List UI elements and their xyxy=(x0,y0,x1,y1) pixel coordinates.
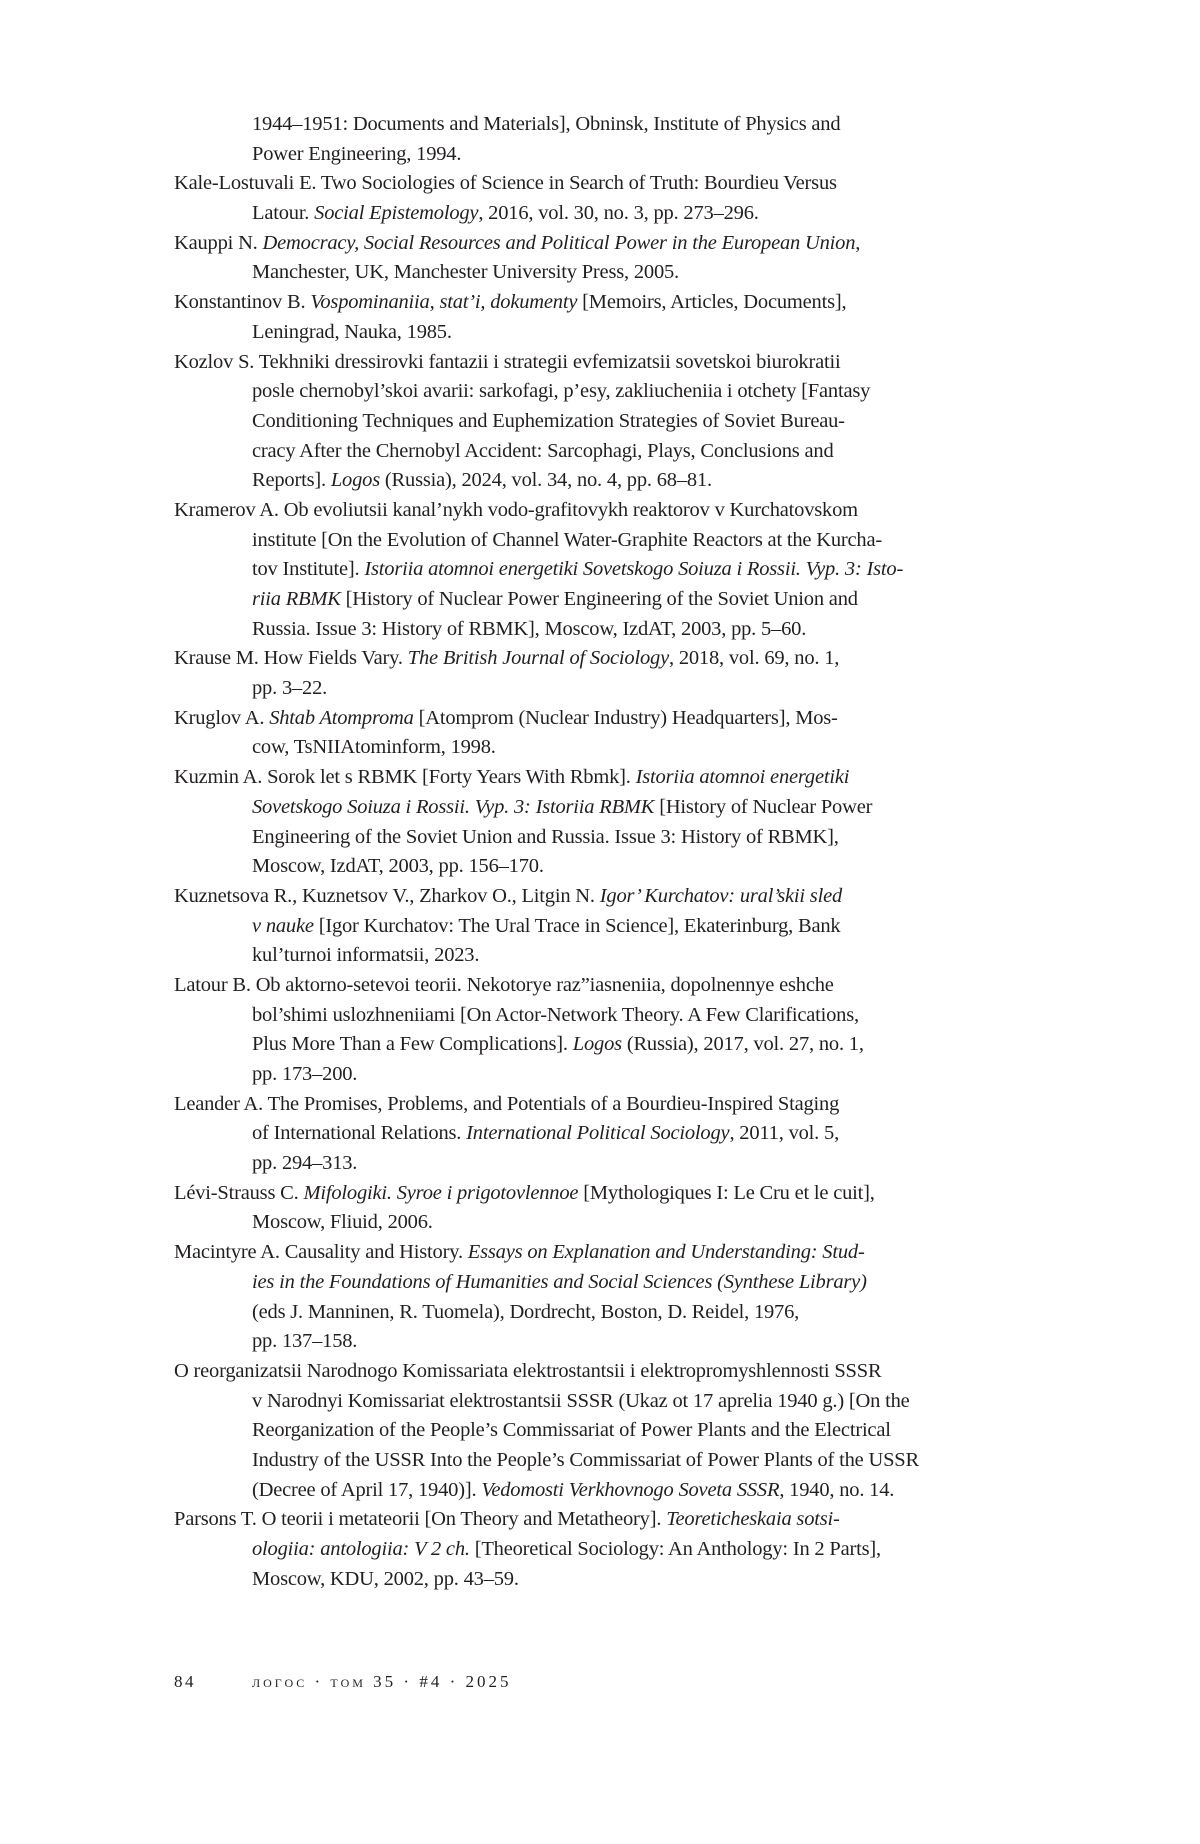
reference-text: Kuzmin A. Sorok let s RBMK [Forty Years With Rbmk]. xyxy=(174,766,636,789)
reference-text: Russia. Issue 3: History of RBMK], Moscow, IzdAT, 2003, pp. 5–60. xyxy=(252,617,807,640)
reference-line xyxy=(174,882,1034,912)
reference-line xyxy=(174,1268,1034,1298)
italic-title-text: International Political Sociology xyxy=(466,1122,730,1145)
reference-text: posle chernobyl’skoi avarii: sarkofagi, p’esy, zakliucheniia i otchety [Fantasy xyxy=(252,380,871,403)
reference-text: Latour B. Ob aktorno-setevoi teorii. Nekotorye raz”iasneniia, dopolnennye eshche xyxy=(174,973,834,996)
reference-text: [Atomprom (Nuclear Industry) Headquarters], Mos- xyxy=(413,706,838,729)
reference-text: [History of Nuclear Power Engineering of the Soviet Union and xyxy=(340,588,858,610)
reference-line xyxy=(174,318,1034,348)
reference-line xyxy=(174,288,1034,318)
reference-text: Plus More Than a Few Complications]. xyxy=(252,1033,573,1056)
reference-text: Kale-Lostuvali E. Two Sociologies of Science in Search of Truth: Bourdieu Versus xyxy=(174,172,837,195)
reference-line xyxy=(174,1119,1034,1149)
reference-text: pp. 173–200. xyxy=(252,1063,358,1085)
reference-text: (Russia), 2017, vol. 27, no. 1, xyxy=(621,1033,864,1056)
reference-text: (eds J. Manninen, R. Tuomela), Dordrecht, Boston, D. Reidel, 1976, xyxy=(252,1300,800,1323)
page-number: 84 xyxy=(174,1672,196,1691)
reference-line xyxy=(174,348,1034,378)
reference-line xyxy=(174,1060,1034,1090)
reference-text: [Memoirs, Articles, Documents], xyxy=(577,291,847,314)
italic-title-text: Istoriia atomnoi energetiki Sovetskogo Soiuza i Rossii. Vyp. 3: Isto- xyxy=(364,558,904,581)
reference-text: cracy After the Chernobyl Accident: Sarcophagi, Plays, Conclusions and xyxy=(252,439,834,462)
reference-text: Leningrad, Nauka, 1985. xyxy=(252,320,452,343)
reference-entry xyxy=(174,763,1034,882)
reference-text: pp. 294–313. xyxy=(252,1152,358,1175)
reference-line xyxy=(174,704,1034,734)
reference-text: Moscow, IzdAT, 2003, pp. 156–170. xyxy=(252,855,544,878)
reference-line xyxy=(174,110,1034,140)
reference-text: Lévi-Strauss C. xyxy=(174,1181,304,1204)
reference-line xyxy=(174,763,1034,793)
reference-line xyxy=(174,555,1034,585)
reference-entry xyxy=(174,229,1034,288)
reference-text: Reports]. xyxy=(252,469,331,492)
italic-title-text: Shtab Atomproma xyxy=(269,706,414,729)
reference-text: pp. 3–22. xyxy=(252,677,328,700)
reference-text: Kauppi N. xyxy=(174,231,263,254)
reference-text: kul’turnoi informatsii, 2023. xyxy=(252,944,480,967)
reference-text: Macintyre A. Causality and History. xyxy=(174,1241,468,1264)
reference-text: Reorganization of the People’s Commissariat of Power Plants and the Electrical xyxy=(252,1419,891,1442)
reference-line xyxy=(174,1357,1034,1387)
reference-text: , xyxy=(855,231,861,254)
reference-text: O reorganizatsii Narodnogo Komissariata elektrostantsii i elektropromyshlennosti SSSR xyxy=(174,1359,882,1382)
reference-line xyxy=(174,1416,1034,1446)
reference-entry xyxy=(174,1505,1034,1594)
reference-text: Industry of the USSR Into the People’s Commissariat of Power Plants of the USSR xyxy=(252,1448,919,1471)
italic-title-text: Democracy, Social Resources and Political Power in the European Union xyxy=(262,231,856,254)
italic-title-text: ies in the Foundations of Humanities and Social Sciences (Synthese Library) xyxy=(252,1270,867,1293)
reference-line xyxy=(174,1298,1034,1328)
reference-text: Kramerov A. Ob evoliutsii kanal’nykh vodo-grafitovykh reaktorov v Kurchatovskom xyxy=(174,498,858,521)
reference-line xyxy=(174,1446,1034,1476)
reference-line xyxy=(174,258,1034,288)
reference-text: Kruglov A. xyxy=(174,706,270,729)
reference-line xyxy=(174,169,1034,199)
reference-line xyxy=(174,733,1034,763)
italic-title-text: Essays on Explanation and Understanding: Stud- xyxy=(467,1241,865,1264)
reference-text: Engineering of the Soviet Union and Russia. Issue 3: History of RBMK], xyxy=(252,825,839,848)
italic-title-text: ologiia: antologiia: V 2 ch. xyxy=(252,1538,470,1560)
reference-line xyxy=(174,615,1034,645)
reference-line xyxy=(174,496,1034,526)
reference-entry xyxy=(174,971,1034,1090)
reference-line xyxy=(174,674,1034,704)
reference-text: [History of Nuclear Power xyxy=(654,795,873,818)
italic-title-text: riia RBMK xyxy=(252,588,341,610)
reference-text: 1944–1951: Documents and Materials], Obninsk, Institute of Physics and xyxy=(252,113,841,135)
reference-entry xyxy=(174,1090,1034,1179)
reference-text: Moscow, Fliuid, 2006. xyxy=(252,1211,433,1234)
reference-entry xyxy=(174,110,1034,169)
reference-line xyxy=(174,1238,1034,1268)
reference-text: institute [On the Evolution of Channel Water-Graphite Reactors at the Kurcha- xyxy=(252,528,882,551)
reference-text: Krause M. How Fields Vary. xyxy=(174,647,408,670)
reference-line xyxy=(174,852,1034,882)
reference-line xyxy=(174,1208,1034,1238)
running-head: логос · том 35 · #4 · 2025 xyxy=(252,1672,512,1691)
reference-line xyxy=(174,466,1034,496)
reference-line xyxy=(174,1476,1034,1506)
reference-text: Leander A. The Promises, Problems, and Potentials of a Bourdieu-Inspired Staging xyxy=(174,1092,840,1115)
reference-line xyxy=(174,437,1034,467)
reference-entry xyxy=(174,1179,1034,1238)
reference-text: Conditioning Techniques and Euphemization Strategies of Soviet Bureau- xyxy=(252,409,845,432)
reference-text: of International Relations. xyxy=(252,1122,467,1145)
reference-line xyxy=(174,971,1034,1001)
reference-text: Parsons T. O teorii i metateorii [On Theory and Metatheory]. xyxy=(174,1508,667,1531)
reference-line xyxy=(174,823,1034,853)
reference-line xyxy=(174,229,1034,259)
reference-line xyxy=(174,526,1034,556)
reference-line xyxy=(174,1535,1034,1565)
reference-entry xyxy=(174,348,1034,496)
reference-entry xyxy=(174,169,1034,228)
reference-entry xyxy=(174,1238,1034,1357)
reference-text: tov Institute]. xyxy=(252,558,365,581)
reference-text: Power Engineering, 1994. xyxy=(252,142,462,165)
reference-line xyxy=(174,407,1034,437)
reference-text: [Igor Kurchatov: The Ural Trace in Science], Ekaterinburg, Bank xyxy=(313,914,841,937)
reference-text: Moscow, KDU, 2002, pp. 43–59. xyxy=(252,1567,519,1590)
reference-line xyxy=(174,585,1034,615)
italic-title-text: Igor’ Kurchatov: ural’skii sled xyxy=(599,884,843,907)
italic-title-text: Sovetskogo Soiuza i Rossii. Vyp. 3: Istoriia RBMK xyxy=(252,795,655,818)
reference-entry xyxy=(174,644,1034,703)
italic-title-text: Social Epistemology xyxy=(314,202,479,225)
italic-title-text: Teoreticheskaia sotsi- xyxy=(666,1508,840,1531)
reference-line xyxy=(174,644,1034,674)
reference-text: Kuznetsova R., Kuznetsov V., Zharkov O., Litgin N. xyxy=(174,884,600,907)
italic-title-text: Logos xyxy=(330,469,380,492)
reference-entry xyxy=(174,882,1034,971)
reference-entry xyxy=(174,704,1034,763)
reference-line xyxy=(174,199,1034,229)
reference-text: Konstantinov B. xyxy=(174,291,311,314)
reference-entry xyxy=(174,496,1034,644)
reference-line xyxy=(174,1090,1034,1120)
italic-title-text: Istoriia atomnoi energetiki xyxy=(635,766,850,789)
italic-title-text: v nauke xyxy=(252,914,314,937)
reference-text: , 1940, no. 14. xyxy=(779,1478,895,1501)
reference-text: bol’shimi uslozhneniiami [On Actor-Network Theory. A Few Clarifications, xyxy=(252,1003,859,1026)
italic-title-text: Mifologiki. Syroe i prigotovlennoe xyxy=(303,1181,579,1204)
reference-line xyxy=(174,140,1034,170)
reference-line xyxy=(174,793,1034,823)
reference-line xyxy=(174,912,1034,942)
reference-text: [Theoretical Sociology: An Anthology: In 2 Parts], xyxy=(469,1538,881,1560)
reference-text: pp. 137–158. xyxy=(252,1330,358,1353)
reference-text: (Russia), 2024, vol. 34, no. 4, pp. 68–81. xyxy=(380,469,712,492)
reference-line xyxy=(174,1179,1034,1209)
reference-text: v Narodnyi Komissariat elektrostantsii SSSR (Ukaz ot 17 aprelia 1940 g.) [On the xyxy=(252,1389,910,1412)
italic-title-text: Logos xyxy=(572,1033,622,1056)
italic-title-text: Vospominaniia, stat’i, dokumenty xyxy=(310,291,578,314)
reference-line xyxy=(174,1505,1034,1535)
italic-title-text: Vedomosti Verkhovnogo Soveta SSSR xyxy=(481,1478,780,1501)
reference-text: Manchester, UK, Manchester University Press, 2005. xyxy=(252,261,679,284)
reference-line xyxy=(174,1030,1034,1060)
reference-line xyxy=(174,1001,1034,1031)
reference-text: cow, TsNIIAtominform, 1998. xyxy=(252,736,496,759)
reference-line xyxy=(174,1327,1034,1357)
reference-text: [Mythologiques I: Le Cru et le cuit], xyxy=(578,1181,875,1204)
reference-text: , 2011, vol. 5, xyxy=(729,1122,839,1145)
reference-line xyxy=(174,1149,1034,1179)
reference-entry xyxy=(174,288,1034,347)
reference-text: , 2016, vol. 30, no. 3, pp. 273–296. xyxy=(478,202,759,225)
reference-text: Kozlov S. Tekhniki dressirovki fantazii i strategii evfemizatsii sovetskoi biurokratii xyxy=(174,350,841,373)
reference-text: , 2018, vol. 69, no. 1, xyxy=(668,647,840,670)
reference-entry xyxy=(174,1357,1034,1505)
reference-text: Latour. xyxy=(252,202,315,225)
reference-line xyxy=(174,1565,1034,1595)
reference-line xyxy=(174,1387,1034,1417)
italic-title-text: The British Journal of Sociology xyxy=(407,647,669,670)
reference-text: (Decree of April 17, 1940)]. xyxy=(252,1478,482,1501)
reference-list xyxy=(174,110,1034,1594)
reference-line xyxy=(174,941,1034,971)
reference-line xyxy=(174,377,1034,407)
